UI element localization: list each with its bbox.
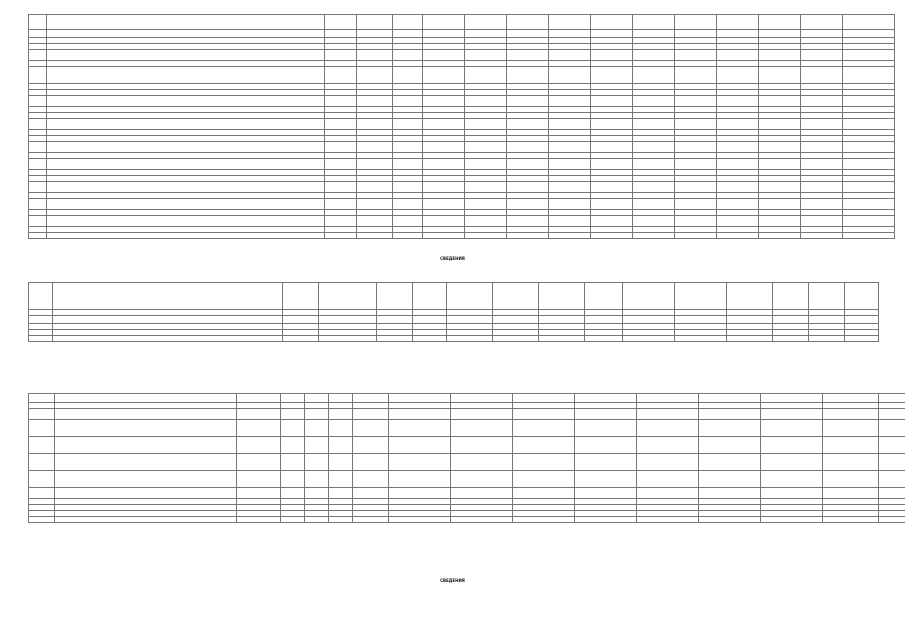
table-row: [29, 216, 895, 227]
objects-table: [28, 282, 879, 342]
table-row: [29, 96, 895, 107]
column-header: [759, 15, 801, 30]
column-header: [575, 394, 637, 403]
table-row: [29, 142, 895, 153]
column-header: [879, 394, 905, 403]
column-header: [29, 15, 47, 30]
column-header: [549, 15, 591, 30]
table-row: [29, 336, 879, 342]
table-row: [29, 30, 895, 38]
table-row: [29, 471, 905, 488]
table-row: [29, 420, 905, 437]
column-header: [53, 283, 283, 310]
caption-heading: СВЕДЕНИЯ: [440, 578, 465, 583]
column-header: [717, 15, 759, 30]
column-header: [845, 283, 879, 310]
column-header: [47, 15, 325, 30]
column-header: [413, 283, 447, 310]
table-row: [29, 409, 905, 420]
column-header: [727, 283, 773, 310]
column-header: [513, 394, 575, 403]
table-row: [29, 488, 905, 499]
column-header: [585, 283, 623, 310]
column-header: [801, 15, 843, 30]
column-header: [29, 394, 55, 403]
column-header: [305, 394, 329, 403]
table-row: [29, 199, 895, 210]
column-header: [809, 283, 845, 310]
column-header: [623, 283, 675, 310]
table-row: [29, 119, 895, 130]
column-header: [393, 15, 423, 30]
column-header: [773, 283, 809, 310]
column-header: [539, 283, 585, 310]
column-header: [283, 283, 319, 310]
table-header-row: [29, 283, 879, 310]
column-header: [319, 283, 377, 310]
caption-heading: СВЕДЕНИЯ: [440, 256, 465, 261]
column-header: [591, 15, 633, 30]
column-header: [633, 15, 675, 30]
table-header-row: [29, 15, 895, 30]
column-header: [237, 394, 281, 403]
column-header: [843, 15, 895, 30]
table-row: [29, 517, 905, 523]
column-header: [761, 394, 823, 403]
column-header: [423, 15, 465, 30]
column-header: [675, 283, 727, 310]
table-row: [29, 182, 895, 193]
column-header: [451, 394, 513, 403]
column-header: [353, 394, 389, 403]
column-header: [357, 15, 393, 30]
column-header: [281, 394, 305, 403]
table-row: [29, 454, 905, 471]
column-header: [823, 394, 879, 403]
column-header: [325, 15, 357, 30]
column-header: [389, 394, 451, 403]
column-header: [29, 283, 53, 310]
table-row: [29, 159, 895, 170]
table-row: [29, 67, 895, 84]
column-header: [493, 283, 539, 310]
column-header: [699, 394, 761, 403]
table-row: [29, 437, 905, 454]
column-header: [465, 15, 507, 30]
table-header-row: [29, 394, 905, 403]
column-header: [637, 394, 699, 403]
column-header: [447, 283, 493, 310]
column-header: [377, 283, 413, 310]
column-header: [507, 15, 549, 30]
table-row: [29, 233, 895, 239]
financing-table: [28, 393, 905, 523]
column-header: [675, 15, 717, 30]
table-row: [29, 50, 895, 61]
table-row: [29, 316, 879, 324]
column-header: [329, 394, 353, 403]
indicators-table: [28, 14, 895, 239]
column-header: [55, 394, 237, 403]
